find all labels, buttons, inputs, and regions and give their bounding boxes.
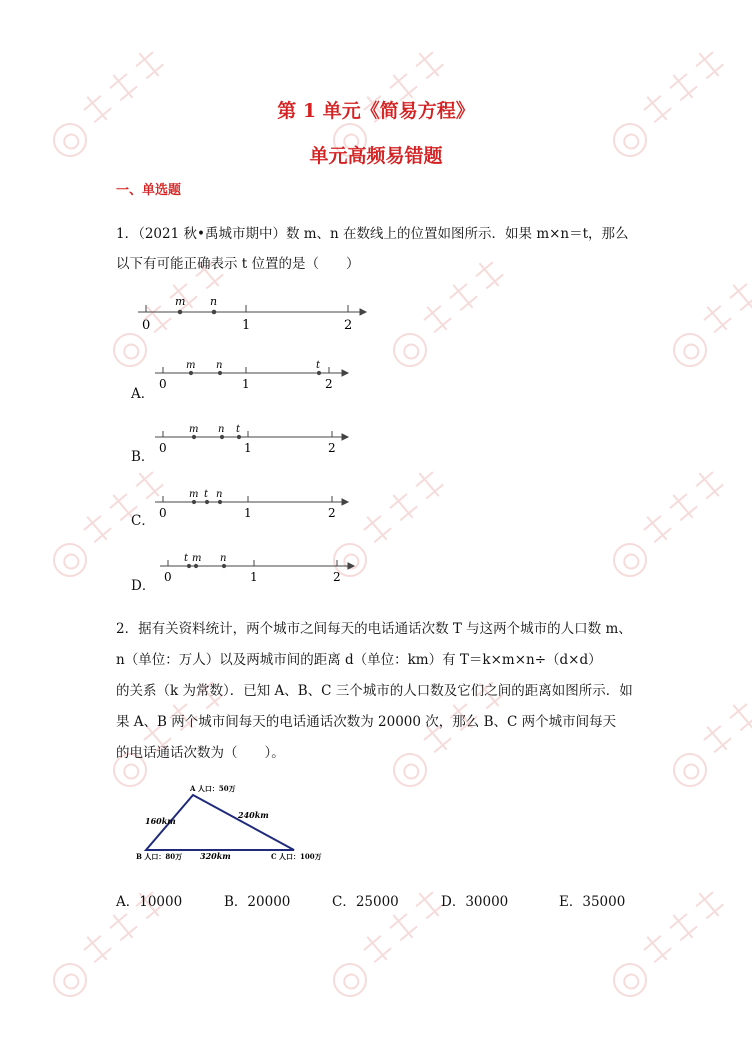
- main-tick-2: 2: [344, 318, 353, 333]
- vertex-b-label: B 人口：80万: [136, 852, 183, 861]
- c-tick-0: 0: [159, 506, 167, 520]
- c-label-m: m: [189, 489, 199, 500]
- q1-line-1: 1．（2021 秋•禹城市期中）数 m、n 在数线上的位置如图所示．如果 m×n＝t，那么: [116, 226, 629, 242]
- answer-e[interactable]: E．35000: [559, 894, 626, 910]
- q2-line-2: n（单位：万人）以及两城市间的距离 d（单位：km）有 T＝k×m×n÷（d×d）: [116, 652, 602, 668]
- c-label-t: t: [204, 489, 209, 500]
- d-tick-1: 1: [250, 570, 258, 584]
- a-tick-2: 2: [325, 377, 333, 391]
- b-label-n: n: [218, 424, 225, 435]
- edge-ac-label: 240km: [238, 810, 269, 820]
- a-label-t: t: [316, 360, 321, 371]
- unit-subtitle: 单元高频易错题: [309, 145, 443, 167]
- q1-line-2: 以下有可能正确表示 t 位置的是（ ）: [116, 256, 360, 272]
- c-tick-1: 1: [244, 506, 252, 520]
- vertex-c-label: C 人口：100万: [271, 852, 322, 861]
- q2-line-5: 的电话通话次数为（ ）。: [116, 745, 285, 761]
- d-label-t: t: [184, 553, 189, 564]
- section-heading: 一、单选题: [116, 183, 182, 198]
- answer-a[interactable]: A．10000: [116, 894, 183, 910]
- edge-bc-label: 320km: [200, 851, 231, 861]
- d-tick-0: 0: [164, 570, 172, 584]
- option-c-label[interactable]: C．: [131, 513, 155, 529]
- c-label-n: n: [216, 489, 223, 500]
- option-b-label[interactable]: B．: [131, 449, 155, 465]
- a-tick-1: 1: [242, 377, 250, 391]
- d-tick-2: 2: [333, 570, 341, 584]
- a-label-n: n: [216, 360, 223, 371]
- d-label-m: m: [192, 553, 202, 564]
- b-tick-2: 2: [328, 441, 336, 455]
- q2-line-4: 果 A、B 两个城市间每天的电话通话次数为 20000 次，那么 B、C 两个城市间每天: [116, 714, 617, 730]
- b-tick-0: 0: [159, 441, 167, 455]
- main-tick-1: 1: [242, 318, 251, 333]
- unit-title: 第 1 单元《简易方程》: [277, 100, 475, 122]
- a-tick-0: 0: [159, 377, 167, 391]
- q2-line-1: 2．据有关资料统计，两个城市之间每天的电话通话次数 T 与这两个城市的人口数 m、: [116, 621, 632, 637]
- vertex-a-label: A 人口：50万: [190, 784, 236, 793]
- b-label-t: t: [236, 424, 241, 435]
- answer-c[interactable]: C．25000: [332, 894, 399, 910]
- option-a-label[interactable]: A．: [131, 386, 155, 402]
- edge-ab-label: 160km: [145, 816, 176, 826]
- answer-d[interactable]: D．30000: [441, 894, 509, 910]
- option-d-label[interactable]: D．: [131, 578, 156, 594]
- d-label-n: n: [220, 553, 227, 564]
- main-label-m: m: [175, 295, 186, 308]
- a-label-m: m: [186, 360, 196, 371]
- c-tick-2: 2: [328, 506, 336, 520]
- b-label-m: m: [189, 424, 199, 435]
- main-label-n: n: [210, 295, 218, 308]
- q2-line-3: 的关系（k 为常数）．已知 A、B、C 三个城市的人口数及它们之间的距离如图所示．如: [116, 683, 633, 699]
- main-tick-0: 0: [142, 318, 151, 333]
- b-tick-1: 1: [244, 441, 252, 455]
- answer-b[interactable]: B．20000: [224, 894, 291, 910]
